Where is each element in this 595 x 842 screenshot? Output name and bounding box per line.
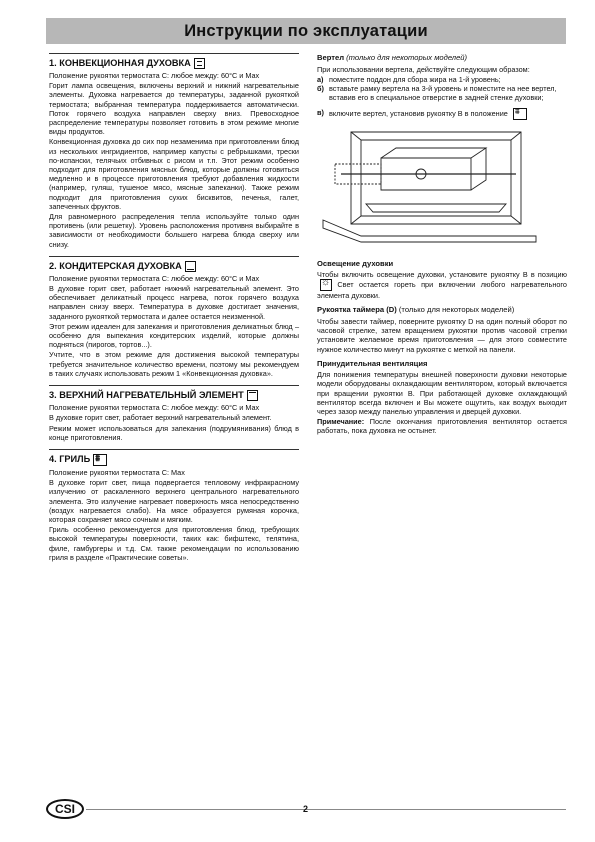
list-item (317, 108, 567, 120)
left-column (49, 53, 299, 569)
light-text-a: Чтобы включить освещение духовки, установите рукоятку B в позицию (317, 270, 567, 280)
section-top-heat (49, 385, 299, 442)
top-heat-icon (247, 390, 258, 401)
footer-divider (86, 809, 566, 810)
section-title (49, 58, 299, 69)
section-title-text: 2. КОНДИТЕРСКАЯ ДУХОВКА (49, 260, 182, 271)
paragraph: Положение рукоятки термостата C: любое между: 60°C и Max (49, 403, 260, 413)
section-title-text: 3. ВЕРХНИЙ НАГРЕВАТЕЛЬНЫЙ ЭЛЕМЕНТ (49, 390, 244, 401)
paragraph: При использовании вертела, действуйте следующим образом: (317, 64, 530, 74)
section-pastry (49, 256, 299, 378)
list-text: вставьте рамку вертела на 3-й уровень и поместите на нее вертел, вставив его в специальное отверстие в задней стенке духовки; (329, 83, 557, 103)
section-convection (49, 53, 299, 249)
paragraph: В духовке горит свет, пища подвергается тепловому инфракрасному излучению от раскаленного верхнего центрального нагревательного элемента. Это излучение нагревает поверхность мяса непосредственно (воздух нагревается слабо). На мясе образуется румяная корочка, которая сохраняет мясо сочным и мягким. (49, 478, 299, 524)
light-title: Освещение духовки (317, 258, 394, 268)
list-text: включите вертел, установив рукоятку B в положение (329, 109, 508, 119)
ventilation-title: Принудительная вентиляция (317, 358, 428, 368)
right-column (317, 53, 567, 437)
paragraph: В духовке горит свет, работает нижний нагревательный элемент. Это обеспечивает деликатный процесс нагрева, поток горячего воздуха направлен снизу вверх. Температура в духовке достигает значения, заданного рукояткой термостата и далее остается неизменной. (49, 284, 299, 321)
paragraph: Этот режим идеален для запекания и приготовления деликатных блюд – особенно для выпекания кондитерских изделий, которые должны подняться (пирогов, тортов...). (49, 321, 299, 350)
list-marker: а) (317, 74, 324, 84)
timer-title-text: Рукоятка таймера (D) (317, 305, 397, 315)
divider (49, 385, 299, 386)
paragraph: Положение рукоятки термостата C: любое между: 60°C и Max (49, 71, 260, 80)
list-text-wrap (329, 108, 567, 120)
paragraph: Горит лампа освещения, включены верхний и нижний нагревательные элементы. Духовка нагревается до температуры, заданной рукояткой термостата; выбранная температура поддерживается автоматически. Поток горячего воздуха направлен сверху вниз. Превосходное распределение температуры позволяет готовить в этом режиме многие виды продуктов. (49, 81, 299, 137)
divider (49, 256, 299, 257)
section-title-text: 4. ГРИЛЬ (49, 454, 91, 465)
paragraph: Для равномерного распределения тепла используйте только один противень (или решетку). Уровень расположения противня выбирайте в зависимости от необходимости большего нагрева блюда сверху или снизу. (49, 212, 299, 249)
grill-icon (93, 454, 107, 466)
section-title-text: 1. КОНВЕКЦИОННАЯ ДУХОВКА (49, 58, 191, 68)
timer-title (317, 305, 567, 315)
spit-title-text: Вертел (317, 53, 345, 62)
paragraph: Положение рукоятки термостата C: любое между: 60°C и Max (49, 273, 260, 283)
divider (49, 53, 299, 54)
brand-logo: CSI (46, 799, 84, 819)
section-title (49, 454, 299, 466)
section-title (49, 261, 299, 272)
section-title (49, 390, 299, 401)
list-item (317, 75, 567, 84)
paragraph: Чтобы завести таймер, поверните рукоятку D на один полный оборот по часовой стрелке, затем вращением рукоятки против часовой стрелки установите желаемое время приготовления — для этого совместите нужное количество минут на рукоятке с меткой на панели. (317, 316, 567, 354)
paragraph (317, 417, 567, 435)
spit-title (317, 53, 567, 63)
divider (49, 449, 299, 450)
paragraph: Для понижения температуры внешней поверхности духовки некоторые модели оборудованы охлаждающим вентилятором, который включается при вращении рукоятки B. При работающей духовке охлаждающий вентилятор всегда включен и Вы можете ощутить, как воздух выходит через зазор между панелью управления и дверцей духовки. (317, 370, 567, 417)
list-marker: в) (317, 108, 324, 118)
page-header (46, 18, 566, 44)
spit-note: (только для некоторых моделей) (346, 53, 468, 62)
paragraph: Гриль особенно рекомендуется для приготовления блюд, требующих высокой температуры поверхности, таких как: бифштекс, телятина, филе, гамбургеры и т.д. См. также рекомендации по использованию гриля в разделе «Практические советы». (49, 525, 299, 562)
rotisserie-diagram (321, 124, 541, 250)
paragraph: Режим может использоваться для запекания (подрумянивания) блюд в конце приготовления. (49, 423, 299, 442)
paragraph: Учтите, что в этом режиме для достижения высокой температуры требуется значительное количество времени, поэтому мы рекомендуем в таких случаях использовать режим 1 «Конвекционная духовка». (49, 350, 299, 378)
oven-light-icon (320, 279, 332, 291)
note-text: После окончания приготовления вентилятор остается работать, пока духовка не остынет. (317, 417, 567, 436)
bottom-heat-icon (185, 261, 196, 272)
page-number: 2 (303, 804, 309, 814)
timer-note: (только для некоторых моделей) (398, 305, 515, 315)
paragraph: В духовке горит свет, работает верхний нагревательный элемент. (49, 413, 272, 423)
note-label: Примечание: (317, 417, 365, 427)
rotisserie-icon (513, 108, 527, 120)
list-marker: б) (317, 83, 324, 93)
section-grill (49, 449, 299, 562)
light-text-b: Свет остается гореть при включении любого нагревательного элемента духовки. (317, 280, 567, 301)
page-title: Инструкции по эксплуатации (184, 21, 428, 40)
list-text: поместите поддон для сбора жира на 1-й уровень; (329, 74, 501, 84)
paragraph: Конвекционная духовка до сих пор незаменима при приготовлении блюд из нескольких ингридиентов, например капусты с ребрышками, трески по-испански, телячьих отбивных с рисом и т.п. Этот режим особенно подходит для приготовления мясных блюд, которые должны готовиться медленно и в процессе приготовления требуют добавления жидкости (например, гуляш, тушеное мясо, мясные запеканки). Также режим подходит для приготовления сухих бисквитов, печенья, галет, запеченных фруктов. (49, 137, 299, 211)
paragraph: Положение рукоятки термостата C: Max (49, 467, 185, 477)
list-item (317, 84, 567, 102)
convection-mode-icon (194, 58, 205, 69)
paragraph (317, 270, 567, 300)
